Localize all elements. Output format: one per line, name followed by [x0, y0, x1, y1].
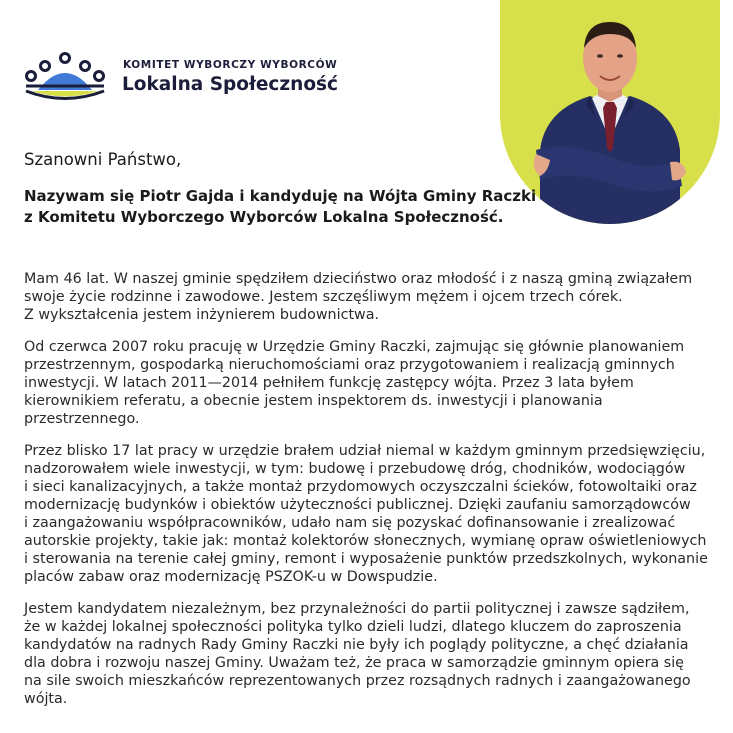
committee-name: Lokalna Społeczność	[122, 74, 339, 95]
text-line: przestrzennym, gospodarką nieruchomościami oraz przygotowaniem i realizacją gminnych	[24, 357, 675, 373]
text-line: na sile swoich mieszkańców reprezentowanych przez rozsądnych radnych i zaangażowanego	[24, 673, 691, 689]
text-line: dla dobra i rozwoju naszej Gminy. Uważam też, że praca w samorządzie gminnym opiera się	[24, 655, 684, 671]
text-line: wójta.	[24, 691, 68, 707]
text-line: Od czerwca 2007 roku pracuję w Urzędzie Gminy Raczki, zajmując się głównie planowaniem	[24, 339, 685, 355]
paragraph-independence	[24, 600, 714, 708]
text-line: kandydatów na radnych Rady Gminy Raczki nie były ich poglądy polityczne, a chęć działania	[24, 637, 689, 653]
candidate-introduction	[24, 186, 537, 228]
committee-name-small: KOMITET WYBORCZY WYBORCÓW	[123, 59, 338, 71]
text-line: autorskie projekty, takie jak: montaż kolektorów słonecznych, wymianę opraw oświetleniowych	[24, 533, 707, 549]
letter-body	[24, 270, 714, 722]
text-line: nadzorowałem wiele inwestycji, w tym: budowę i przebudowę dróg, chodników, wodociągów	[24, 461, 686, 477]
paragraph-about	[24, 270, 714, 324]
text-line: kierownikiem referatu, a obecnie jestem inspektorem ds. inwestycji i planowania	[24, 393, 603, 409]
text-line: Jestem kandydatem niezależnym, bez przynależności do partii politycznej i zawsze sądziłem,	[24, 601, 690, 617]
text-line: swoje życie rodzinne i zawodowe. Jestem szczęśliwym mężem i ojcem trzech córek.	[24, 289, 623, 305]
text-line: i sieci kanalizacyjnych, a także montaż przydomowych oczyszczalni ścieków, fotowoltaiki oraz	[24, 479, 697, 495]
paragraph-achievements	[24, 442, 714, 586]
text-line: Z wykształcenia jestem inżynierem budownictwa.	[24, 307, 380, 323]
intro-line: z Komitetu Wyborczego Wyborców Lokalna Społeczność.	[24, 208, 504, 226]
text-line: przestrzennego.	[24, 411, 140, 427]
text-line: Mam 46 lat. W naszej gminie spędziłem dzieciństwo oraz młodość i z naszą gminą związałem	[24, 271, 693, 287]
text-line: modernizację budynków i obiektów użyteczności publicznej. Dzięki zaufaniu samorządowców	[24, 497, 691, 513]
intro-line: Nazywam się Piotr Gajda i kandyduję na Wójta Gminy Raczki	[24, 187, 537, 205]
people-on-lake-logo-icon	[24, 52, 106, 102]
text-line: że w każdej lokalnej społeczności polityka tylko dzieli ludzi, dlatego kluczem do zaproszenia	[24, 619, 682, 635]
text-line: i zaangażowaniu współpracowników, udało nam się pozyskać dofinansowanie i zrealizować	[24, 515, 676, 531]
text-line: inwestycji. W latach 2011—2014 pełniłem funkcję zastępcy wójta. Przez 3 lata byłem	[24, 375, 634, 391]
greeting: Szanowni Państwo,	[24, 150, 182, 169]
text-line: Przez blisko 17 lat pracy w urzędzie brałem udział niemal w każdym gminnym przedsięwzięciu,	[24, 443, 706, 459]
paragraph-career	[24, 338, 714, 428]
text-line: i sterowania na terenie całej gminy, remont i wyposażenie punktów przedszkolnych, wykonanie	[24, 551, 708, 567]
text-line: placów zabaw oraz modernizację PSZOK-u w Dowspudzie.	[24, 569, 438, 585]
